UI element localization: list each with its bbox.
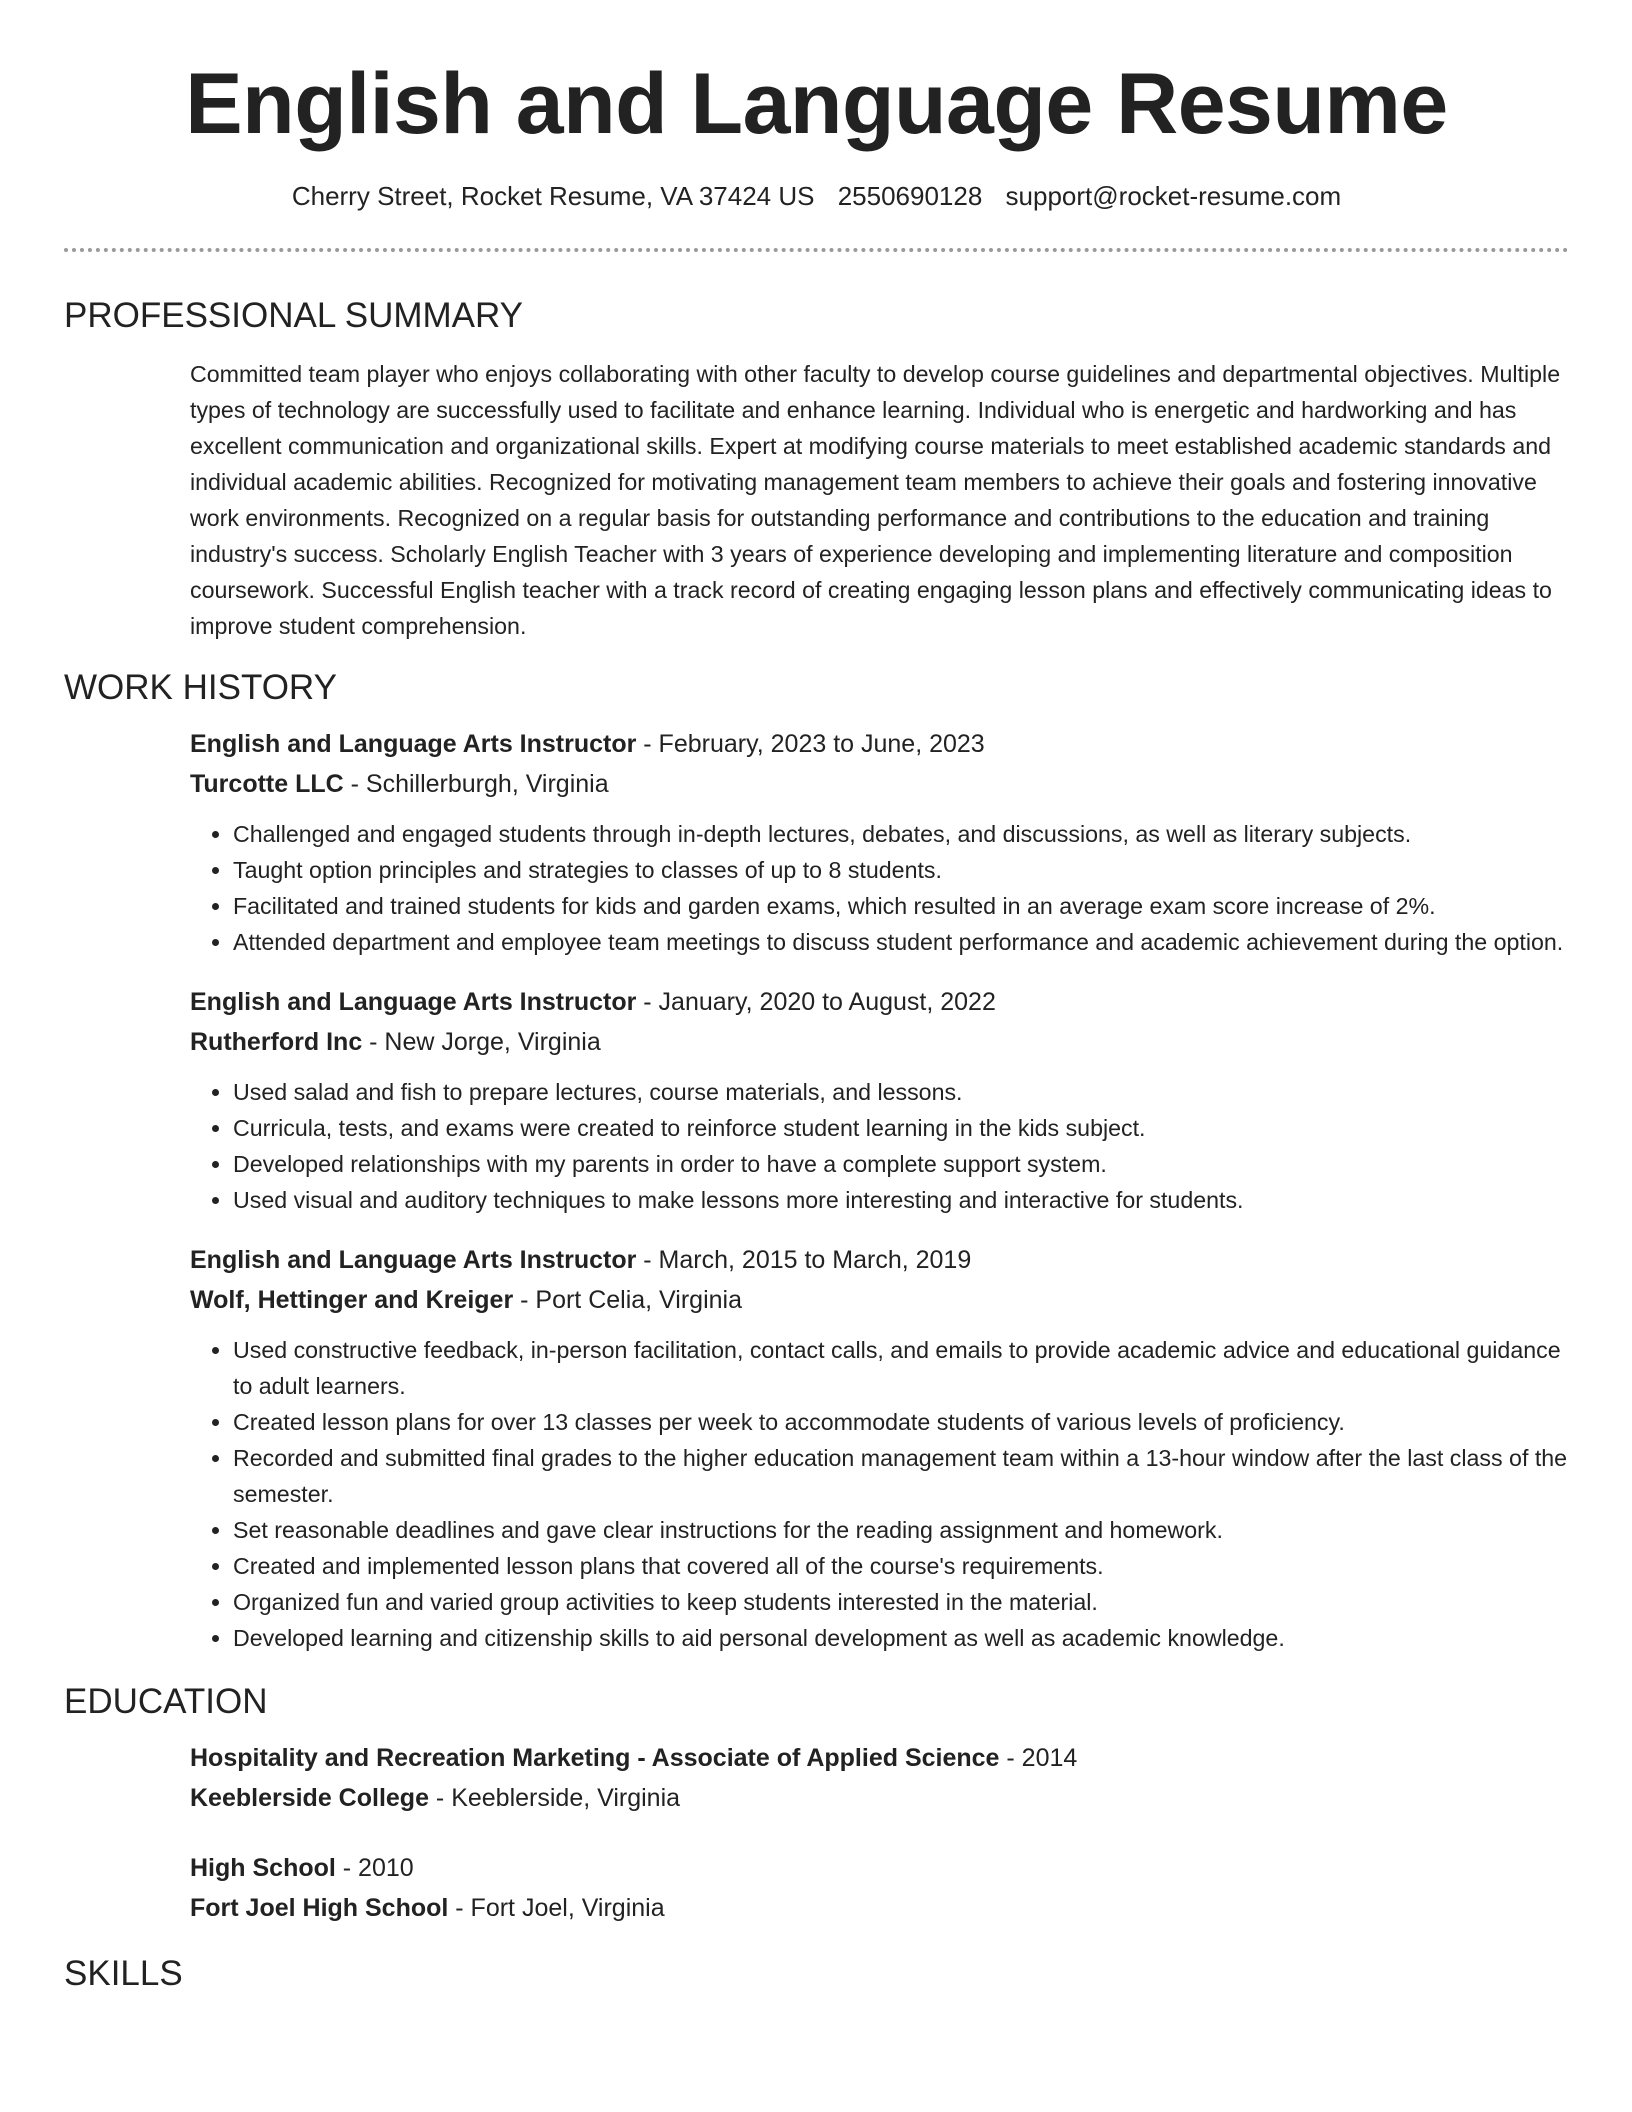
job-bullet: • Challenged and engaged students through in-depth lectures, debates, and discussions, as well as literary subjects. xyxy=(233,816,1569,852)
job-company: Wolf, Hettinger and Kreiger xyxy=(190,1286,514,1314)
section-heading-work-history: WORK HISTORY xyxy=(64,668,337,707)
job-location: - New Jorge, Virginia xyxy=(362,1028,601,1056)
job-dates: - March, 2015 to March, 2019 xyxy=(636,1246,972,1274)
section-heading-skills: SKILLS xyxy=(64,1954,183,1993)
job-bullet: • Attended department and employee team meetings to discuss student performance and academic achievement during the option. xyxy=(233,924,1569,960)
job-location: - Schillerburgh, Virginia xyxy=(343,770,609,798)
contact-address: Cherry Street, Rocket Resume, VA 37424 US xyxy=(291,181,815,211)
education-degree-line xyxy=(190,1738,1569,1778)
job-bullet: • Recorded and submitted final grades to the higher education management team within a 13-hour window after the last class of the semester. xyxy=(233,1440,1569,1512)
education-degree: Hospitality and Recreation Marketing - Associate of Applied Science xyxy=(190,1744,1000,1772)
job-entry xyxy=(190,982,1569,1218)
education-location: - Keeblerside, Virginia xyxy=(428,1784,681,1812)
job-title: English and Language Arts Instructor xyxy=(190,730,637,758)
job-bullet: • Taught option principles and strategies to classes of up to 8 students. xyxy=(233,852,1569,888)
education-entry xyxy=(190,1738,1569,1818)
job-bullet: • Set reasonable deadlines and gave clear instructions for the reading assignment and homework. xyxy=(233,1512,1569,1548)
work-history-section xyxy=(190,724,1569,1656)
education-degree-line xyxy=(190,1848,1569,1888)
education-school: Keeblerside College xyxy=(190,1784,429,1812)
education-school-line xyxy=(190,1778,1569,1818)
contact-phone: 2550690128 xyxy=(837,181,983,211)
resume-title: English and Language Resume xyxy=(185,56,1448,152)
job-company-line xyxy=(190,764,1569,804)
job-bullets xyxy=(190,1332,1569,1656)
education-location: - Fort Joel, Virginia xyxy=(448,1894,665,1922)
job-dates: - January, 2020 to August, 2022 xyxy=(636,988,996,1016)
job-title-line xyxy=(190,982,1569,1022)
job-location: - Port Celia, Virginia xyxy=(513,1286,742,1314)
job-bullets xyxy=(190,816,1569,960)
contact-line xyxy=(64,180,1569,212)
summary-text: Committed team player who enjoys collaborating with other faculty to develop course guidelines and departmental objectives. Multiple types of technology are successfully used to facilitate and enhance learning. Individual who is energetic and hardworking and has excellent communication and organizational skills. Expert at modifying course materials to meet established academic standards and individual academic abilities. Recognized for motivating management team members to achieve their goals and fostering innovative work environments. Recognized on a regular basis for outstanding performance and contributions to the education and training industry's success. Scholarly English Teacher with 3 years of experience developing and implementing literature and composition coursework. Successful English teacher with a track record of creating engaging lesson plans and effectively communicating ideas to improve student comprehension. xyxy=(190,361,1561,639)
education-section xyxy=(190,1738,1569,1928)
job-bullets xyxy=(190,1074,1569,1218)
job-company-line xyxy=(190,1022,1569,1062)
section-heading-summary: PROFESSIONAL SUMMARY xyxy=(64,296,523,335)
section-heading-education: EDUCATION xyxy=(64,1682,268,1721)
job-dates: - February, 2023 to June, 2023 xyxy=(636,730,985,758)
job-bullet: • Developed learning and citizenship skills to aid personal development as well as academic knowledge. xyxy=(233,1620,1569,1656)
job-bullet: • Created lesson plans for over 13 classes per week to accommodate students of various levels of proficiency. xyxy=(233,1404,1569,1440)
summary-section xyxy=(190,356,1569,644)
job-company-line xyxy=(190,1280,1569,1320)
job-company: Turcotte LLC xyxy=(190,770,344,798)
job-company: Rutherford Inc xyxy=(190,1028,363,1056)
education-degree: High School xyxy=(190,1854,336,1882)
job-bullet: • Organized fun and varied group activities to keep students interested in the material. xyxy=(233,1584,1569,1620)
job-bullet: • Developed relationships with my parents in order to have a complete support system. xyxy=(233,1146,1569,1182)
job-title-line xyxy=(190,1240,1569,1280)
job-title: English and Language Arts Instructor xyxy=(190,988,637,1016)
education-year: - 2014 xyxy=(999,1744,1078,1772)
job-entry xyxy=(190,1240,1569,1656)
job-bullet: • Created and implemented lesson plans that covered all of the course's requirements. xyxy=(233,1548,1569,1584)
job-title: English and Language Arts Instructor xyxy=(190,1246,637,1274)
job-bullet: • Used visual and auditory techniques to make lessons more interesting and interactive for students. xyxy=(233,1182,1569,1218)
header-divider xyxy=(64,248,1569,252)
job-entry xyxy=(190,724,1569,960)
job-bullet: • Used constructive feedback, in-person facilitation, contact calls, and emails to provide academic advice and educational guidance to adult learners. xyxy=(233,1332,1569,1404)
job-bullet: • Curricula, tests, and exams were created to reinforce student learning in the kids subject. xyxy=(233,1110,1569,1146)
job-bullet: • Used salad and fish to prepare lectures, course materials, and lessons. xyxy=(233,1074,1569,1110)
job-bullet: • Facilitated and trained students for kids and garden exams, which resulted in an average exam score increase of 2%. xyxy=(233,888,1569,924)
job-title-line xyxy=(190,724,1569,764)
contact-email: support@rocket-resume.com xyxy=(1005,181,1342,211)
education-school-line xyxy=(190,1888,1569,1928)
education-school: Fort Joel High School xyxy=(190,1894,449,1922)
education-entry xyxy=(190,1848,1569,1928)
education-year: - 2010 xyxy=(335,1854,414,1882)
